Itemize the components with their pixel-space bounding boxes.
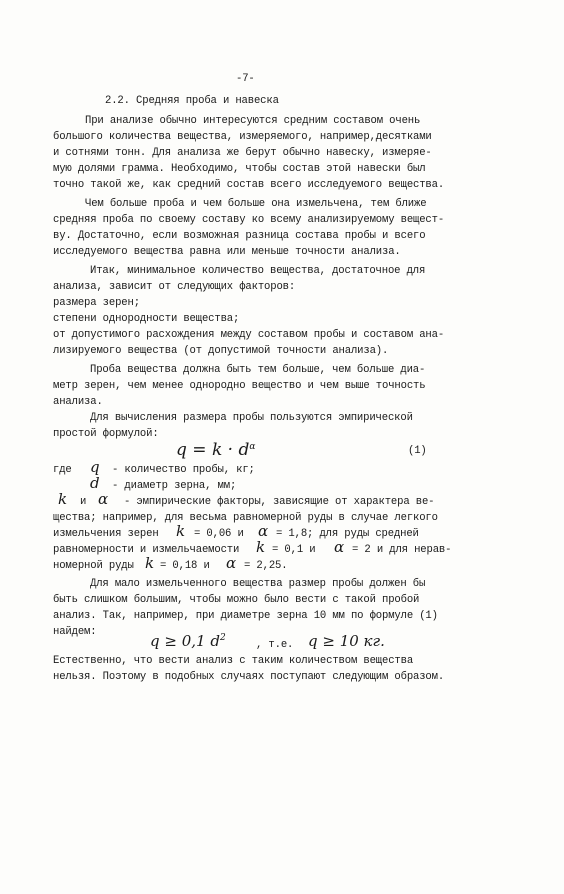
- formula-1-exponent: α: [249, 442, 256, 452]
- symbol-alpha: α: [258, 522, 269, 540]
- text-line: размера зерен;: [53, 297, 140, 309]
- symbol-k: k: [58, 490, 68, 508]
- text-line: метр зерен, чем менее однородно вещество и чем выше точность: [53, 380, 426, 392]
- text-line: измельчения зерен: [53, 528, 159, 540]
- value-k-1: = 0,06 и: [194, 528, 244, 540]
- text-line: точно такой же, как средний состав всего исследуемого вещества.: [53, 179, 445, 191]
- value-alpha-2: = 2 и для нерав-: [352, 544, 452, 556]
- value-alpha-3: = 2,25.: [244, 560, 288, 572]
- formula-1-q: q: [176, 440, 187, 460]
- definition-q: - количество пробы, кг;: [112, 464, 255, 476]
- where-label: где: [53, 464, 72, 476]
- formula-1-body: = k · d: [192, 440, 250, 460]
- text-line: анализа, зависит от следующих факторов:: [53, 281, 296, 293]
- text-line: средняя проба по своему составу ко всему анализируемому вещест-: [53, 214, 445, 226]
- text-line: лизируемого вещества (от допустимой точности анализа).: [53, 345, 389, 357]
- symbol-alpha: α: [334, 538, 345, 556]
- symbol-q: q: [90, 458, 100, 476]
- value-k-3: = 0,18 и: [160, 560, 210, 572]
- text-line: При анализе обычно интересуются средним составом очень: [85, 115, 421, 127]
- symbol-k: k: [145, 554, 155, 572]
- formula-2-exponent: 2: [219, 633, 226, 643]
- text-line: быть слишком большим, чтобы можно было вести с такой пробой: [53, 594, 420, 606]
- formula-2-mid: , т.е.: [256, 639, 294, 651]
- symbol-k: k: [256, 538, 266, 556]
- text-line: равномерности и измельчаемости: [53, 544, 240, 556]
- formula-2-right: q ≥ 10 кг.: [308, 632, 385, 650]
- formula-1-number: (1): [408, 445, 427, 457]
- section-title: 2.2. Средняя проба и навеска: [105, 95, 279, 107]
- text-line: большого количества вещества, измеряемого, например,десятками: [53, 131, 432, 143]
- text-line: ву. Достаточно, если возможная разница состава пробы и всего: [53, 230, 426, 242]
- text-line: исследуемого вещества равна или меньше точности анализа.: [53, 246, 401, 258]
- formula-2-body: q ≥ 0,1 d: [150, 632, 220, 650]
- text-line: мую долями грамма. Необходимо, чтобы состав этой навески был: [53, 163, 426, 175]
- value-alpha-1: = 1,8; для руды средней: [276, 528, 419, 540]
- text-line: анализ. Так, например, при диаметре зерна 10 мм по формуле (1): [53, 610, 438, 622]
- text-line: Для мало измельченного вещества размер пробы должен бы: [90, 578, 426, 590]
- symbol-alpha: α: [226, 554, 237, 572]
- formula-2-left: [150, 632, 226, 650]
- text-line: от допустимого расхождения между составом пробы и составом ана-: [53, 329, 445, 341]
- formula-1: [176, 440, 255, 460]
- symbol-alpha: α: [98, 490, 109, 508]
- text-line: Естественно, что вести анализ с таким количеством вещества: [53, 655, 414, 667]
- page-number: -7-: [236, 73, 255, 85]
- text-line: степени однородности вещества;: [53, 313, 240, 325]
- definition-d: - диаметр зерна, мм;: [112, 480, 237, 492]
- text-line: простой формулой:: [53, 428, 159, 440]
- and-word: и: [80, 496, 87, 508]
- text-line: Проба вещества должна быть тем больше, чем больше диа-: [90, 364, 426, 376]
- value-k-2: = 0,1 и: [272, 544, 316, 556]
- text-line: номерной руды: [53, 560, 134, 572]
- text-line: нельзя. Поэтому в подобных случаях поступают следующим образом.: [53, 671, 445, 683]
- text-line: Чем больше проба и чем больше она измельчена, тем ближе: [85, 198, 427, 210]
- text-line: анализа.: [53, 396, 103, 408]
- text-line: щества; например, для весьма равномерной руды в случае легкого: [53, 512, 438, 524]
- text-line: Для вычисления размера пробы пользуются эмпирической: [90, 412, 413, 424]
- text-line: найдем:: [53, 626, 97, 638]
- text-line: Итак, минимальное количество вещества, достаточное для: [90, 265, 426, 277]
- definition-k-alpha: - эмпирические факторы, зависящие от характера ве-: [124, 496, 435, 508]
- text-line: и сотнями тонн. Для анализа же берут обычно навеску, измеряе-: [53, 147, 432, 159]
- symbol-d: d: [90, 474, 100, 492]
- symbol-k: k: [176, 522, 186, 540]
